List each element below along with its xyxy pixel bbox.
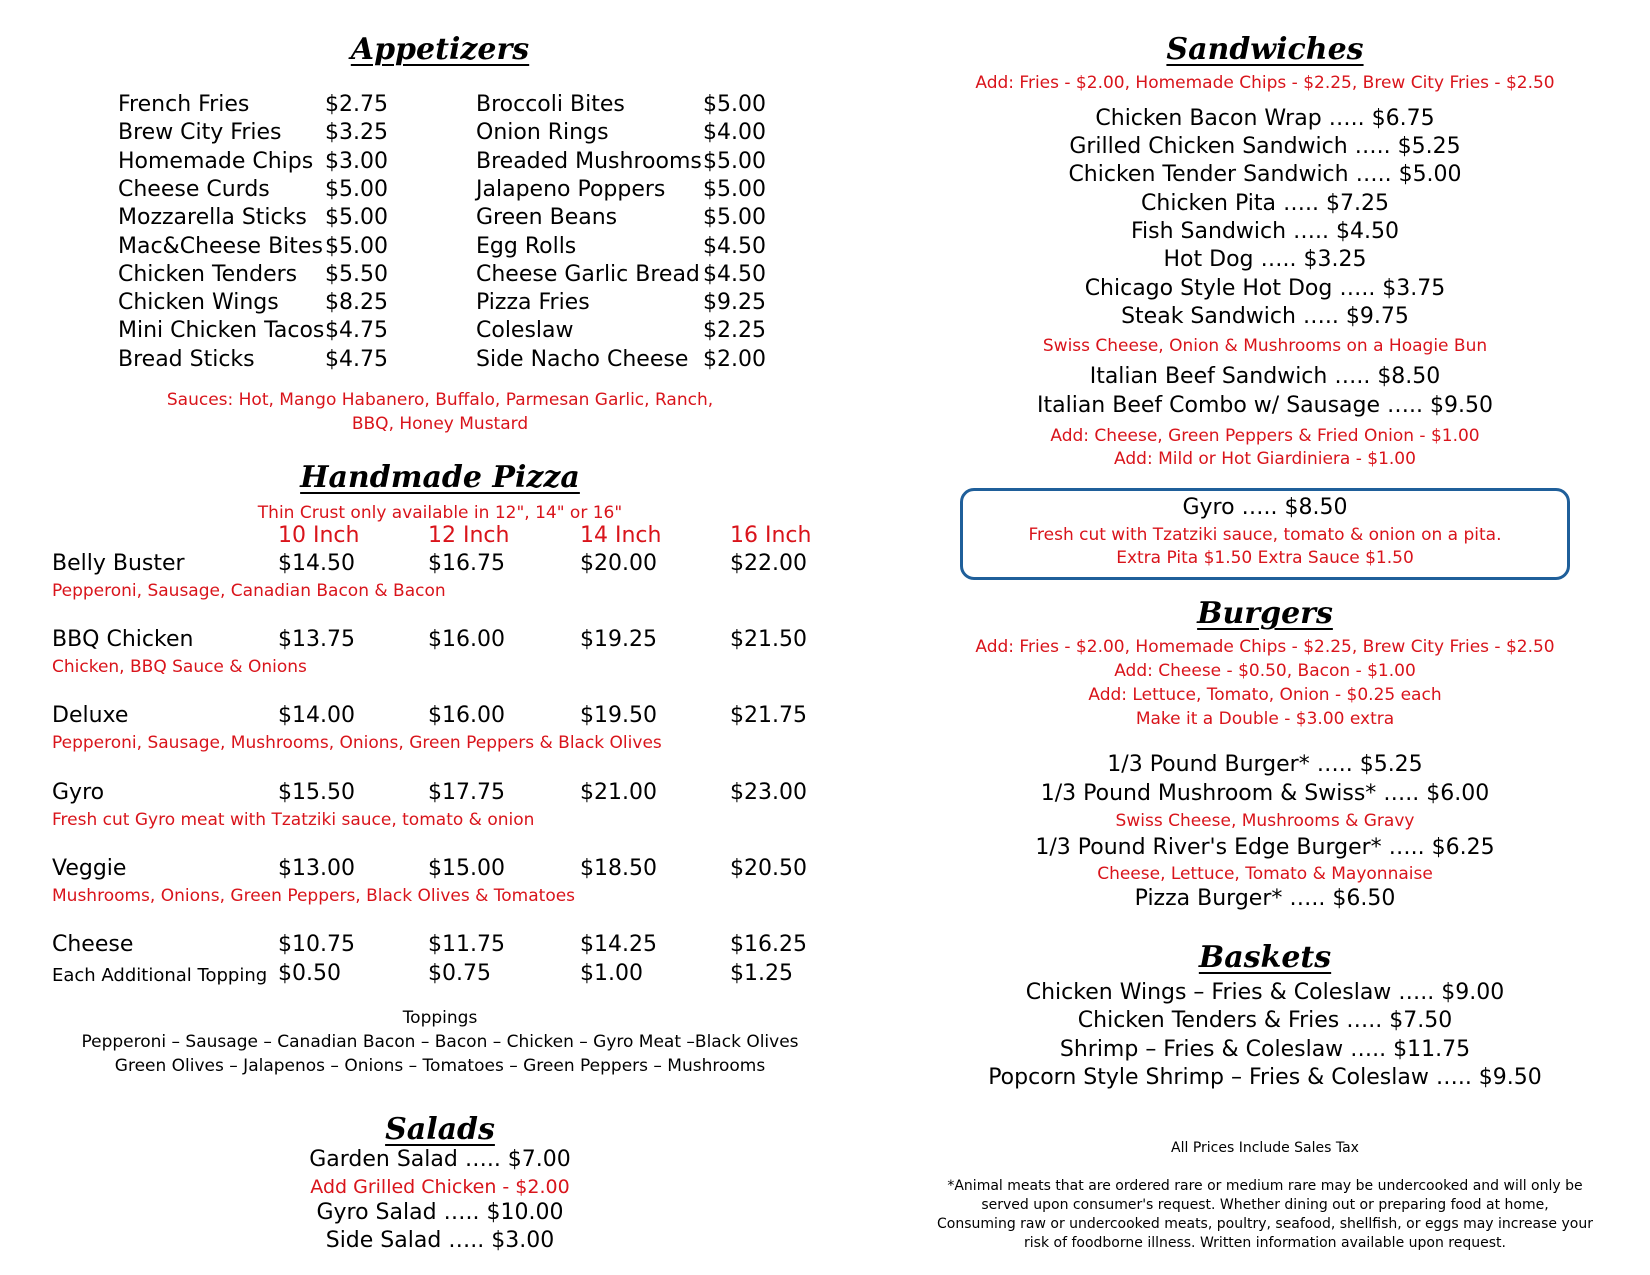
baskets-heading: Baskets — [1198, 940, 1332, 975]
pizza-price: $14.25 — [580, 932, 657, 957]
appetizer-name: Mozzarella Sticks — [118, 205, 307, 231]
disclaimer-line: served upon consumer's request. Whether dining out or preparing food at home, — [981, 1197, 1549, 1213]
appetizer-price: $2.00 — [703, 346, 766, 372]
additional-topping-price: $0.50 — [278, 961, 341, 986]
burger-note: Add: Fries - $2.00, Homemade Chips - $2.25, Brew City Fries - $2.50 — [975, 637, 1555, 657]
sandwich-item: Chicken Bacon Wrap ….. $6.75 — [1095, 106, 1435, 131]
appetizer-name: French Fries — [118, 92, 250, 117]
sandwich-item: Chicken Pita ….. $7.25 — [1141, 191, 1389, 216]
appetizer-name: Onion Rings — [476, 120, 609, 146]
burger-item: 1/3 Pound Mushroom & Swiss* ….. $6.00 — [1040, 781, 1490, 806]
burger-description: Cheese, Lettuce, Tomato & Mayonnaise — [1097, 864, 1433, 884]
appetizer-name: Homemade Chips — [118, 148, 314, 174]
sandwich-note: Add: Mild or Hot Giardiniera - $1.00 — [1114, 449, 1416, 469]
pizza-description: Mushrooms, Onions, Green Peppers, Black Olives & Tomatoes — [52, 886, 576, 906]
pizza-name: Deluxe — [52, 703, 129, 728]
sandwich-item: Chicago Style Hot Dog ….. $3.75 — [1084, 276, 1446, 301]
pizza-price: $17.75 — [428, 780, 505, 805]
gyro-box-title: Gyro ….. $8.50 — [1182, 495, 1348, 520]
sandwich-item: Chicken Tender Sandwich ….. $5.00 — [1068, 162, 1462, 187]
appetizer-price: $5.00 — [325, 176, 388, 202]
pizza-name: Veggie — [52, 856, 127, 881]
toppings-title: Toppings — [402, 1008, 478, 1028]
pizza-size-label: 12 Inch — [428, 523, 510, 548]
appetizer-price: $5.00 — [703, 148, 766, 174]
pizza-price: $16.00 — [428, 627, 505, 652]
pizza-price: $16.25 — [730, 932, 807, 957]
burger-note: Add: Lettuce, Tomato, Onion - $0.25 each — [1088, 685, 1442, 705]
appetizer-name: Breaded Mushrooms — [476, 148, 702, 174]
sandwich-note: Swiss Cheese, Onion & Mushrooms on a Hoagie Bun — [1042, 336, 1488, 356]
pizza-price: $10.75 — [278, 932, 355, 957]
sandwich-item: Italian Beef Combo w/ Sausage ….. $9.50 — [1037, 393, 1493, 418]
pizza-size-label: 10 Inch — [278, 523, 360, 548]
appetizer-name: Jalapeno Poppers — [476, 176, 666, 202]
pizza-price: $18.50 — [580, 856, 657, 881]
gyro-box-line-2: Extra Pita $1.50 Extra Sauce $1.50 — [1116, 548, 1414, 568]
pizza-size-label: 14 Inch — [580, 523, 662, 548]
pizza-price: $15.00 — [428, 856, 505, 881]
sandwich-item: Hot Dog ….. $3.25 — [1163, 247, 1367, 272]
basket-item: Chicken Tenders & Fries ….. $7.50 — [1077, 1008, 1453, 1033]
pizza-price: $14.00 — [278, 703, 355, 728]
appetizer-name: Bread Sticks — [118, 346, 255, 372]
appetizer-price: $2.25 — [703, 318, 766, 344]
pizza-price: $21.50 — [730, 627, 807, 652]
salads-heading: Salads — [385, 1112, 495, 1147]
pizza-price: $14.50 — [278, 551, 355, 576]
pizza-price: $21.00 — [580, 780, 657, 805]
pizza-price: $23.00 — [730, 780, 807, 805]
burger-item: 1/3 Pound Burger* ….. $5.25 — [1107, 752, 1423, 777]
pizza-description: Fresh cut Gyro meat with Tzatziki sauce, tomato & onion — [52, 810, 535, 830]
pizza-name: Cheese — [52, 932, 134, 957]
disclaimer-line: Consuming raw or undercooked meats, poultry, seafood, shellfish, or eggs may increase your — [937, 1216, 1593, 1232]
pizza-price: $11.75 — [428, 932, 505, 957]
sandwich-note: Add: Cheese, Green Peppers & Fried Onion - $1.00 — [1050, 426, 1480, 446]
pizza-price: $20.50 — [730, 856, 807, 881]
sauces-line-1: Sauces: Hot, Mango Habanero, Buffalo, Parmesan Garlic, Ranch, — [166, 390, 714, 410]
pizza-price: $15.50 — [278, 780, 355, 805]
appetizer-price: $5.00 — [703, 176, 766, 202]
burgers-heading: Burgers — [1197, 596, 1333, 631]
salad-item: Gyro Salad ….. $10.00 — [316, 1200, 564, 1225]
appetizer-name: Chicken Tenders — [118, 261, 298, 287]
pizza-description: Pepperoni, Sausage, Mushrooms, Onions, Green Peppers & Black Olives — [52, 733, 662, 753]
appetizer-name: Brew City Fries — [118, 120, 282, 146]
pizza-price: $20.00 — [580, 551, 657, 576]
sandwich-item: Italian Beef Sandwich ….. $8.50 — [1089, 364, 1441, 389]
tax-note: All Prices Include Sales Tax — [1171, 1140, 1359, 1156]
appetizer-name: Broccoli Bites — [476, 92, 625, 117]
appetizer-name: Pizza Fries — [476, 290, 590, 316]
disclaimer-line: *Animal meats that are ordered rare or medium rare may be undercooked and will only be — [947, 1178, 1583, 1194]
appetizer-name: Green Beans — [476, 205, 618, 231]
appetizers-heading: Appetizers — [350, 32, 530, 67]
toppings-line-2: Green Olives – Jalapenos – Onions – Tomatoes – Green Peppers – Mushrooms — [114, 1056, 766, 1076]
burger-note: Add: Cheese - $0.50, Bacon - $1.00 — [1114, 661, 1416, 681]
appetizer-price: $5.00 — [703, 92, 766, 117]
pizza-price: $16.75 — [428, 551, 505, 576]
toppings-line-1: Pepperoni – Sausage – Canadian Bacon – Bacon – Chicken – Gyro Meat –Black Olives — [81, 1032, 799, 1052]
disclaimer-line: risk of foodborne illness. Written information available upon request. — [1024, 1235, 1506, 1251]
sandwiches-heading: Sandwiches — [1166, 32, 1364, 67]
appetizer-price: $3.25 — [325, 120, 388, 146]
appetizer-name: Side Nacho Cheese — [476, 346, 689, 372]
basket-item: Popcorn Style Shrimp – Fries & Coleslaw ….. $9.50 — [988, 1065, 1542, 1090]
sauces-line-2: BBQ, Honey Mustard — [351, 414, 529, 434]
basket-item: Shrimp – Fries & Coleslaw ….. $11.75 — [1059, 1037, 1471, 1062]
burger-description: Swiss Cheese, Mushrooms & Gravy — [1115, 811, 1415, 831]
pizza-price: $16.00 — [428, 703, 505, 728]
appetizer-name: Cheese Garlic Bread — [476, 261, 700, 287]
sandwich-item: Grilled Chicken Sandwich ….. $5.25 — [1069, 134, 1461, 159]
appetizer-name: Coleslaw — [476, 318, 574, 344]
pizza-heading: Handmade Pizza — [300, 460, 580, 495]
pizza-description: Pepperoni, Sausage, Canadian Bacon & Bacon — [52, 581, 446, 601]
appetizer-name: Mac&Cheese Bites — [118, 233, 323, 259]
gyro-feature-box — [960, 488, 1570, 580]
pizza-price: $22.00 — [730, 551, 807, 576]
additional-topping-price: $0.75 — [428, 961, 491, 986]
appetizer-name: Mini Chicken Tacos — [118, 318, 325, 344]
pizza-price: $13.00 — [278, 856, 355, 881]
appetizer-price: $4.75 — [325, 346, 388, 372]
appetizer-price: $5.00 — [325, 233, 388, 259]
burger-item: 1/3 Pound River's Edge Burger* ….. $6.25 — [1035, 835, 1495, 860]
sandwich-item: Steak Sandwich ….. $9.75 — [1121, 304, 1409, 329]
appetizer-price: $5.50 — [325, 261, 388, 287]
salad-item: Side Salad ….. $3.00 — [325, 1228, 555, 1253]
appetizer-price: $4.50 — [703, 261, 766, 287]
pizza-name: BBQ Chicken — [52, 627, 194, 652]
salad-item: Garden Salad ….. $7.00 — [309, 1147, 571, 1172]
pizza-price: $19.50 — [580, 703, 657, 728]
appetizer-price: $3.00 — [325, 148, 388, 174]
appetizer-name: Cheese Curds — [118, 176, 270, 202]
sandwiches-add-note: Add: Fries - $2.00, Homemade Chips - $2.25, Brew City Fries - $2.50 — [975, 73, 1555, 93]
additional-topping-label: Each Additional Topping — [52, 965, 268, 986]
pizza-name: Belly Buster — [52, 551, 185, 576]
burger-note: Make it a Double - $3.00 extra — [1135, 709, 1395, 729]
pizza-price: $13.75 — [278, 627, 355, 652]
gyro-box-line-1: Fresh cut with Tzatziki sauce, tomato & onion on a pita. — [1028, 525, 1502, 545]
sandwich-item: Fish Sandwich ….. $4.50 — [1130, 219, 1400, 244]
appetizer-price: $4.75 — [325, 318, 388, 344]
appetizer-price: $5.00 — [325, 205, 388, 231]
appetizer-name: Egg Rolls — [476, 233, 577, 259]
burger-item: Pizza Burger* ….. $6.50 — [1134, 886, 1396, 911]
appetizer-name: Chicken Wings — [118, 290, 279, 316]
pizza-price: $21.75 — [730, 703, 807, 728]
thin-crust-note: Thin Crust only available in 12", 14" or 16" — [257, 503, 623, 523]
appetizer-price: $2.75 — [325, 92, 388, 117]
pizza-name: Gyro — [52, 780, 105, 805]
pizza-size-label: 16 Inch — [730, 523, 812, 548]
appetizer-price: $8.25 — [325, 290, 388, 316]
pizza-description: Chicken, BBQ Sauce & Onions — [52, 657, 307, 677]
additional-topping-price: $1.00 — [580, 961, 643, 986]
pizza-price: $19.25 — [580, 627, 657, 652]
basket-item: Chicken Wings – Fries & Coleslaw ….. $9.00 — [1025, 980, 1505, 1005]
salad-addon: Add Grilled Chicken - $2.00 — [310, 1176, 570, 1198]
appetizer-price: $4.50 — [703, 233, 766, 259]
appetizer-price: $5.00 — [703, 205, 766, 231]
additional-topping-price: $1.25 — [730, 961, 793, 986]
appetizer-price: $4.00 — [703, 120, 766, 146]
appetizer-price: $9.25 — [703, 290, 766, 316]
